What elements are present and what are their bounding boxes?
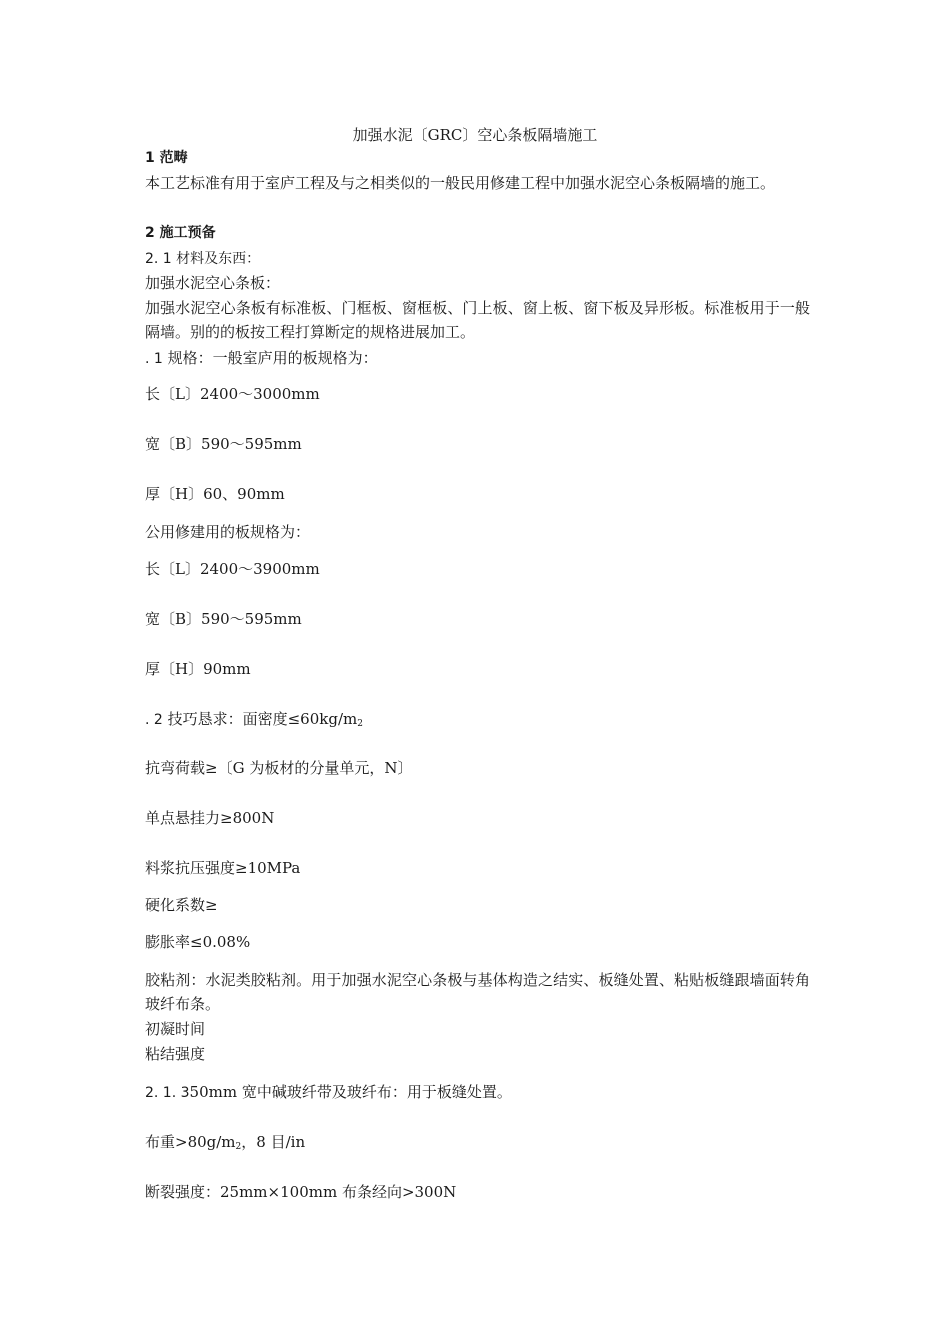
subsection-number: 2. 1 材料及东西：	[145, 251, 261, 267]
panel-description: 加强水泥空心条板有标准板、门框板、窗框板、门上板、窗上板、窗下板及异形板。标准板用于一般隔墙。别的的板按工程打算断定的规格进展加工。	[145, 299, 810, 341]
residential-width: 宽〔B〕590～595mm	[145, 435, 302, 453]
public-length: 长〔L〕2400～3900mm	[145, 560, 320, 578]
spec-text: 规格：一般室庐用的板规格为：	[167, 349, 378, 367]
spec-line	[145, 346, 810, 372]
cloth-weight-subscript: 2	[235, 1142, 242, 1152]
spec-number: . 1	[145, 351, 163, 367]
softening-coefficient: 硬化系数≥	[145, 896, 218, 914]
cloth-weight-text: 布重>80g/m	[145, 1133, 236, 1151]
cloth-weight-mesh: ，8 目/in	[241, 1133, 306, 1151]
fiber-number: 2. 1. 3	[145, 1085, 190, 1101]
subsection-materials	[145, 246, 810, 272]
section-1-body: 本工艺标准有用于室庐工程及与之相类似的一般民用修建工程中加强水泥空心条板隔墙的施工。	[145, 174, 776, 192]
tensile-strength: 断裂强度：25mm×100mm 布条经向>300N	[145, 1183, 457, 1201]
residential-length: 长〔L〕2400～3000mm	[145, 385, 320, 403]
initial-set-time: 初凝时间	[145, 1020, 206, 1038]
tech-requirement	[145, 707, 810, 733]
panel-label: 加强水泥空心条板：	[145, 274, 281, 292]
cloth-weight	[145, 1130, 810, 1155]
tech-subscript: 2	[357, 719, 363, 729]
residential-thickness: 厚〔H〕60、90mm	[145, 485, 285, 503]
compressive-strength: 料浆抗压强度≥10MPa	[145, 859, 301, 877]
fiber-tape	[145, 1080, 810, 1106]
bending-load: 抗弯荷载≥〔G 为板材的分量单元，N〕	[145, 759, 413, 777]
hanging-force: 单点悬挂力≥800N	[145, 809, 275, 827]
public-width: 宽〔B〕590～595mm	[145, 610, 302, 628]
section-1-heading: 1 范畴	[145, 150, 188, 166]
public-thickness: 厚〔H〕90mm	[145, 660, 251, 678]
expansion-rate: 膨胀率≤0.08%	[145, 933, 251, 951]
section-2-heading: 2 施工预备	[145, 225, 216, 241]
tech-number: . 2	[145, 712, 163, 728]
fiber-text: 50mm 宽中碱玻纤带及玻纤布：用于板缝处置。	[189, 1083, 512, 1101]
document-title: 加强水泥〔GRC〕空心条板隔墙施工	[352, 126, 598, 144]
public-label: 公用修建用的板规格为：	[145, 523, 311, 541]
bond-strength: 粘结强度	[145, 1045, 206, 1063]
tech-text: 技巧恳求：面密度≤60kg/m	[167, 710, 358, 728]
adhesive-description: 胶粘剂：水泥类胶粘剂。用于加强水泥空心条极与基体构造之结实、板缝处置、粘贴板缝跟墙面转角玻纤布条。	[145, 971, 810, 1013]
